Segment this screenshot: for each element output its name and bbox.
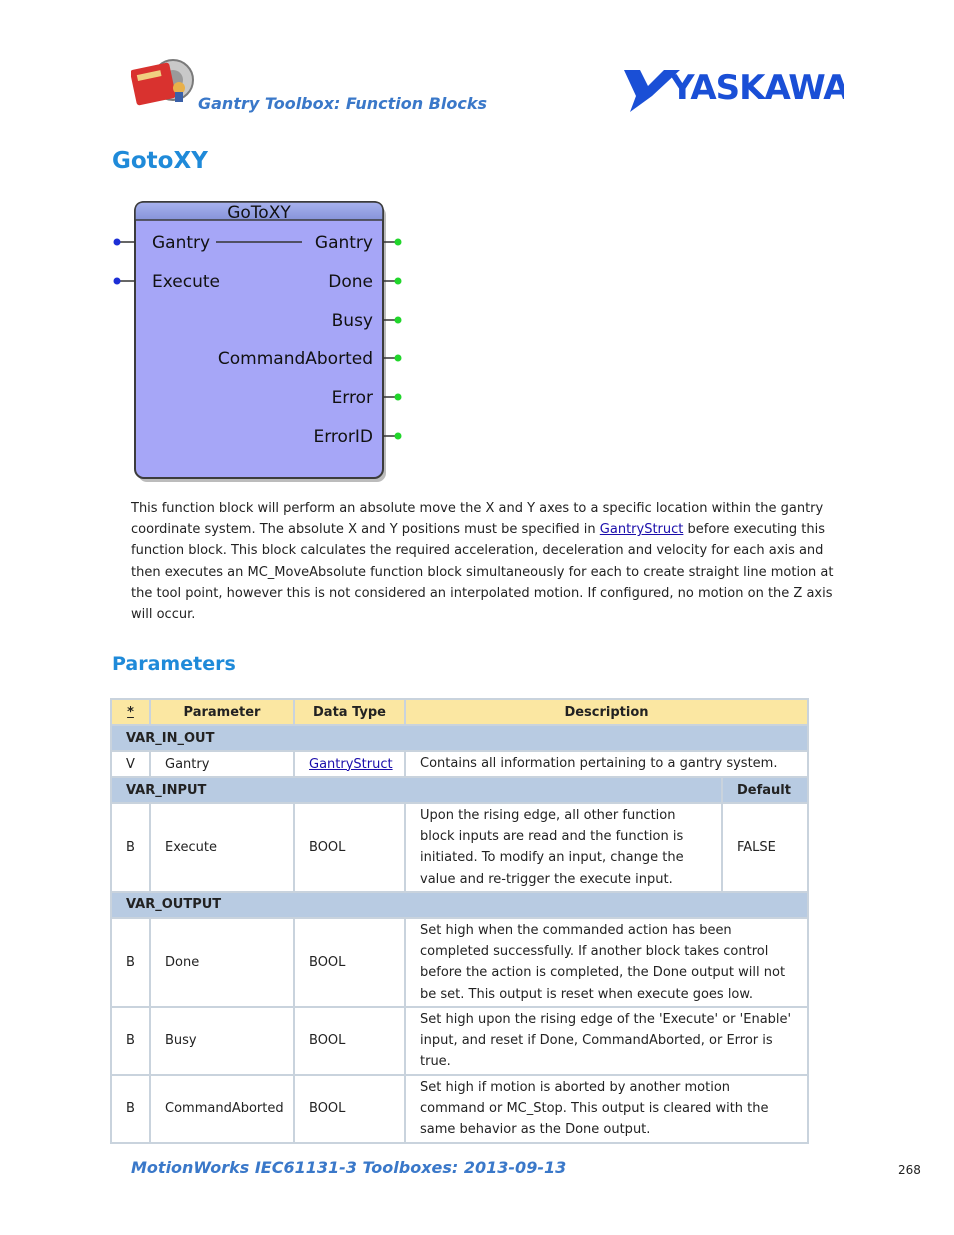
table-row [111,1007,808,1075]
group-label-var-input: VAR_INPUT [111,777,722,803]
row-data-type [294,751,405,777]
header-title: Gantry Toolbox: Function Blocks [198,94,487,113]
function-block-name: GoToXY [227,203,291,223]
row-star: V [111,751,150,777]
description-text-2: before executing this function block. This block calculates the required acceleration, deceleration and velocity for each axis and then executes an MC_MoveAbsolute function block simultaneously for each to create straight line motion at the tool point, however this is not considered an interpolated motion. If configured, no motion on the Z axis will occur. [131,522,834,623]
footer-title: MotionWorks IEC61131-3 Toolboxes: 2013-09-13 [131,1158,567,1177]
row-star: B [111,1007,150,1075]
output-label-errorid: ErrorID [313,427,373,447]
header-star[interactable]: * [111,699,150,725]
output-label-busy: Busy [331,311,373,331]
gantrystruct-link[interactable]: GantryStruct [599,522,684,538]
output-pin-error [395,394,402,401]
header-default: Default [722,777,808,803]
group-row-var-input [111,777,808,803]
header-parameter: Parameter [150,699,294,725]
gantrystruct-type-link[interactable]: GantryStruct [309,756,393,772]
row-description: Contains all information pertaining to a gantry system. [405,751,808,777]
input-pin-gantry [114,239,121,246]
brand-wordmark: YASKAWA [670,68,844,108]
row-description: Set high upon the rising edge of the 'Execute' or 'Enable' input, and reset if Done, CommandAborted, or Error is true. [405,1007,808,1075]
table-row [111,1075,808,1143]
output-label-error: Error [331,388,373,408]
row-parameter: CommandAborted [150,1075,294,1143]
table-row [111,751,808,777]
header-description: Description [405,699,808,725]
description-text-1: This function block will perform an absolute move the X and Y axes to a specific location within the gantry coordinate system. The absolute X and Y positions must be specified in [131,501,824,538]
brand-logo [622,66,844,112]
row-data-type: BOOL [294,1075,405,1143]
row-star: B [111,918,150,1007]
output-label-done: Done [328,272,373,292]
row-description: Upon the rising edge, all other function block inputs are read and the function is initiated. To modify an input, change the value and re-trigger the execute input. [405,803,722,892]
input-label-execute: Execute [152,272,220,292]
group-row-var-in-out [111,725,808,751]
table-header-row [111,699,808,725]
row-parameter: Execute [150,803,294,892]
header-data-type: Data Type [294,699,405,725]
output-pin-done [395,278,402,285]
row-default: FALSE [722,803,808,892]
section-title-parameters: Parameters [112,653,236,675]
toolbox-badge-icon [131,56,199,108]
function-block-diagram [110,196,410,490]
group-label-var-output: VAR_OUTPUT [111,892,808,918]
row-parameter: Busy [150,1007,294,1075]
description-paragraph [131,498,843,625]
output-label-gantry: Gantry [314,233,373,253]
output-pin-errorid [395,433,402,440]
page-title: GotoXY [112,148,208,174]
input-label-gantry: Gantry [152,233,211,253]
row-parameter: Gantry [150,751,294,777]
row-parameter: Done [150,918,294,1007]
row-star: B [111,1075,150,1143]
row-description: Set high when the commanded action has been completed successfully. If another block takes control before the action is completed, the Done output will not be set. This output is reset when execute goes low. [405,918,808,1007]
output-pin-commandaborted [395,355,402,362]
row-description: Set high if motion is aborted by another motion command or MC_Stop. This output is cleared with the same behavior as the Done output. [405,1075,808,1143]
row-data-type: BOOL [294,1007,405,1075]
group-row-var-output [111,892,808,918]
row-data-type: BOOL [294,918,405,1007]
yaskawa-logo-icon [622,66,844,112]
table-row [111,803,808,892]
output-pin-busy [395,317,402,324]
group-label-var-in-out: VAR_IN_OUT [111,725,808,751]
output-pin-gantry [395,239,402,246]
parameters-table [110,698,809,1144]
row-star: B [111,803,150,892]
page-number: 268 [898,1163,921,1177]
row-data-type: BOOL [294,803,405,892]
input-pin-execute [114,278,121,285]
output-label-commandaborted: CommandAborted [217,349,373,369]
table-row [111,918,808,1007]
